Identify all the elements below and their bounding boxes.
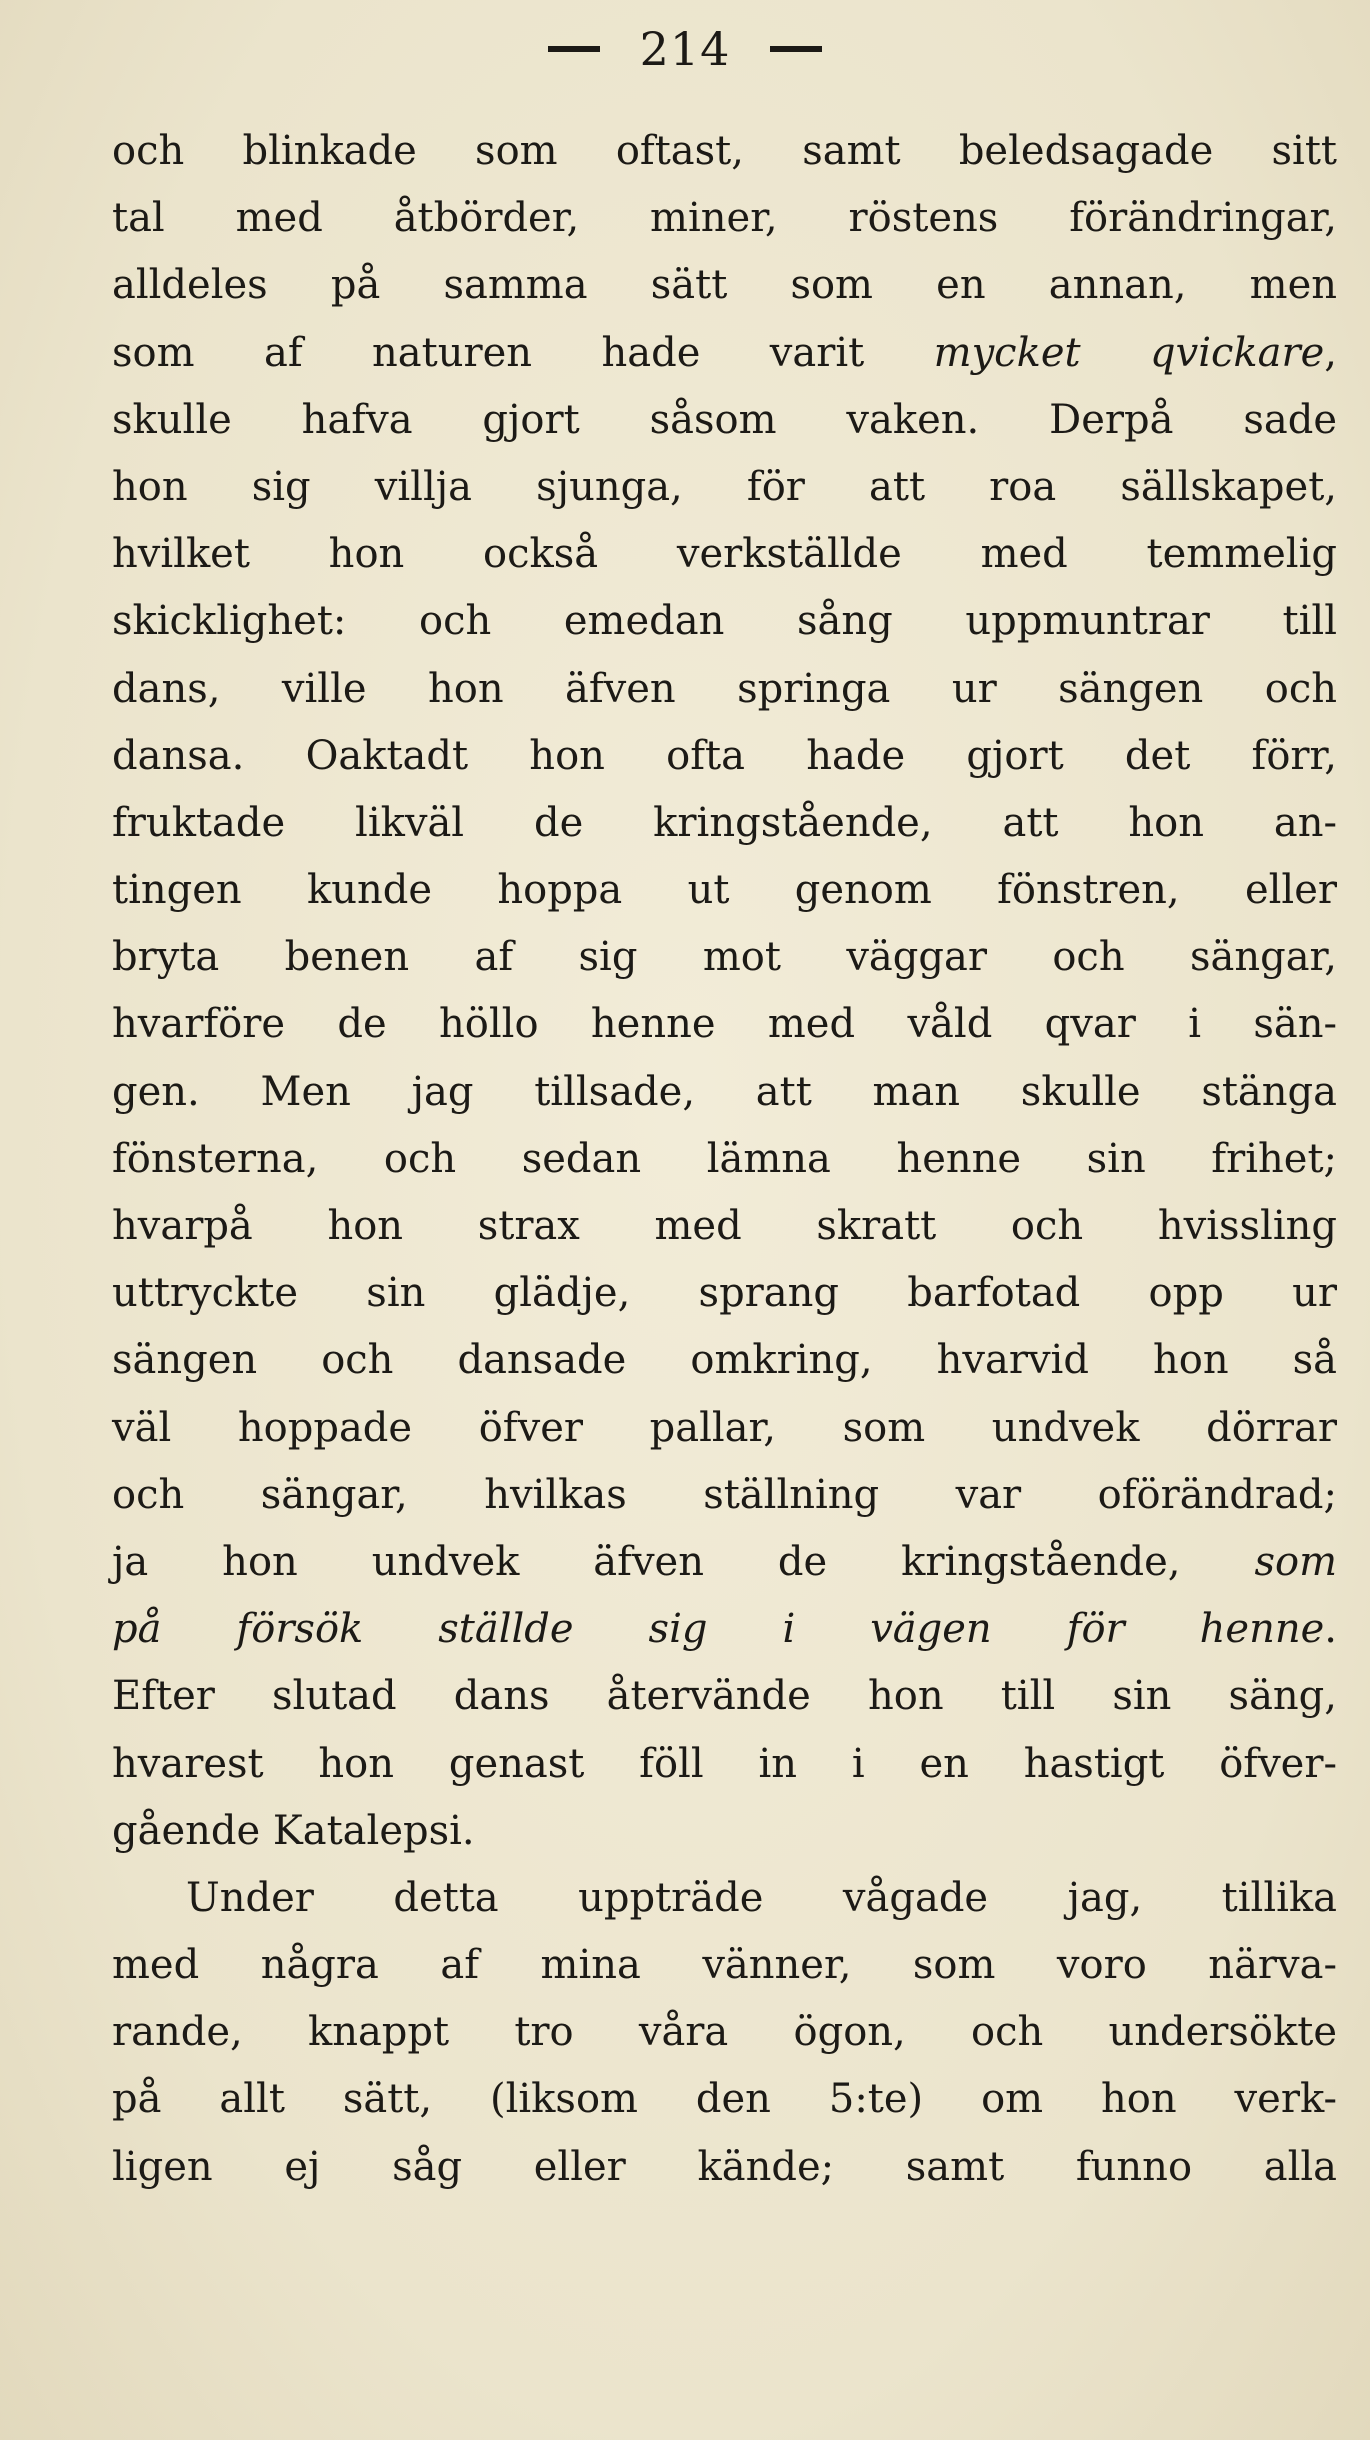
line-text: på allt sätt, (liksom den 5:te) om hon verk- [112, 2076, 1337, 2123]
text-line [112, 2134, 1337, 2201]
text-line [112, 1731, 1337, 1798]
text-line [112, 454, 1337, 521]
text-line [112, 790, 1337, 857]
line-text: skulle hafva gjort såsom vaken. Derpå sade [112, 396, 1337, 443]
text-line [112, 2066, 1337, 2133]
text-line [112, 185, 1337, 252]
line-text: gående Katalepsi. [112, 1807, 475, 1854]
line-text: bryta benen af sig mot väggar och sängar, [112, 934, 1337, 981]
line-text: dans, ville hon äfven springa ur sängen och [112, 665, 1337, 712]
line-text: Under detta uppträde vågade jag, tillika [186, 1874, 1337, 1921]
header-dash-left [548, 46, 600, 52]
line-italic-text: mycket qvickare [933, 329, 1325, 376]
line-text: ligen ej såg eller kände; samt funno alla [112, 2143, 1337, 2190]
line-text: hon sig villja sjunga, för att roa sällskapet, [112, 463, 1337, 510]
line-text: hvilket hon också verkställde med temmelig [112, 531, 1337, 578]
line-text: rande, knappt tro våra ögon, och undersökte [112, 2009, 1337, 2056]
line-text: och blinkade som oftast, samt beledsagade sitt [112, 128, 1337, 174]
text-line [112, 118, 1337, 185]
text-line [112, 1126, 1337, 1193]
line-tail-text: . [1324, 1606, 1337, 1653]
text-line [112, 1059, 1337, 1126]
page-number: 214 [639, 22, 731, 76]
line-tail-text: , [1324, 329, 1337, 376]
text-line [112, 588, 1337, 655]
line-text: med några af mina vänner, som voro närva- [112, 1942, 1337, 1989]
text-line [112, 656, 1337, 723]
text-line [112, 1260, 1337, 1327]
text-line [112, 1798, 1337, 1865]
text-line [112, 1529, 1337, 1596]
line-text: uttryckte sin glädje, sprang barfotad opp ur [112, 1270, 1337, 1317]
body-text [112, 118, 1337, 2201]
text-line [112, 1999, 1337, 2066]
text-line [112, 857, 1337, 924]
line-text: fönsterna, och sedan lämna henne sin frihet; [112, 1135, 1337, 1182]
text-line [112, 1193, 1337, 1260]
line-italic-text: som [1254, 1538, 1337, 1585]
text-line [112, 521, 1337, 588]
text-line [112, 1865, 1337, 1932]
text-line [112, 1395, 1337, 1462]
header-dash-right [770, 46, 822, 52]
text-line [112, 1462, 1337, 1529]
line-text: hvarföre de höllo henne med våld qvar i sän- [112, 1001, 1337, 1048]
page-header [0, 22, 1370, 82]
line-text: skicklighet: och emedan sång uppmuntrar till [112, 598, 1337, 645]
text-line [112, 252, 1337, 319]
line-text: hvarpå hon strax med skratt och hvissling [112, 1203, 1337, 1249]
line-text: fruktade likväl de kringstående, att hon an- [112, 799, 1337, 846]
line-text: dansa. Oaktadt hon ofta hade gjort det förr, [112, 732, 1337, 779]
line-text: väl hoppade öfver pallar, som undvek dörrar [112, 1404, 1337, 1451]
line-text: Efter slutad dans återvände hon till sin säng, [112, 1673, 1337, 1720]
text-line [112, 1327, 1337, 1394]
line-text: och sängar, hvilkas ställning var oförändrad; [112, 1471, 1337, 1518]
text-line [112, 1932, 1337, 1999]
line-text: tingen kunde hoppa ut genom fönstren, eller [112, 867, 1337, 914]
line-text: tal med åtbörder, miner, röstens förändringar, [112, 195, 1337, 242]
text-line [112, 991, 1337, 1058]
line-text: ja hon undvek äfven de kringstående, [112, 1538, 1255, 1585]
text-line [112, 1663, 1337, 1730]
line-text: alldeles på samma sätt som en annan, men [112, 262, 1337, 309]
line-text: som af naturen hade varit [112, 329, 934, 376]
text-line [112, 387, 1337, 454]
text-line [112, 320, 1337, 387]
line-text: gen. Men jag tillsade, att man skulle stänga [112, 1068, 1337, 1115]
text-line [112, 723, 1337, 790]
text-line [112, 924, 1337, 991]
line-text: sängen och dansade omkring, hvarvid hon så [112, 1337, 1337, 1384]
line-italic-text: på försök ställde sig i vägen för henne [112, 1606, 1325, 1653]
line-text: hvarest hon genast föll in i en hastigt öfver- [112, 1740, 1337, 1787]
text-line [112, 1596, 1337, 1663]
